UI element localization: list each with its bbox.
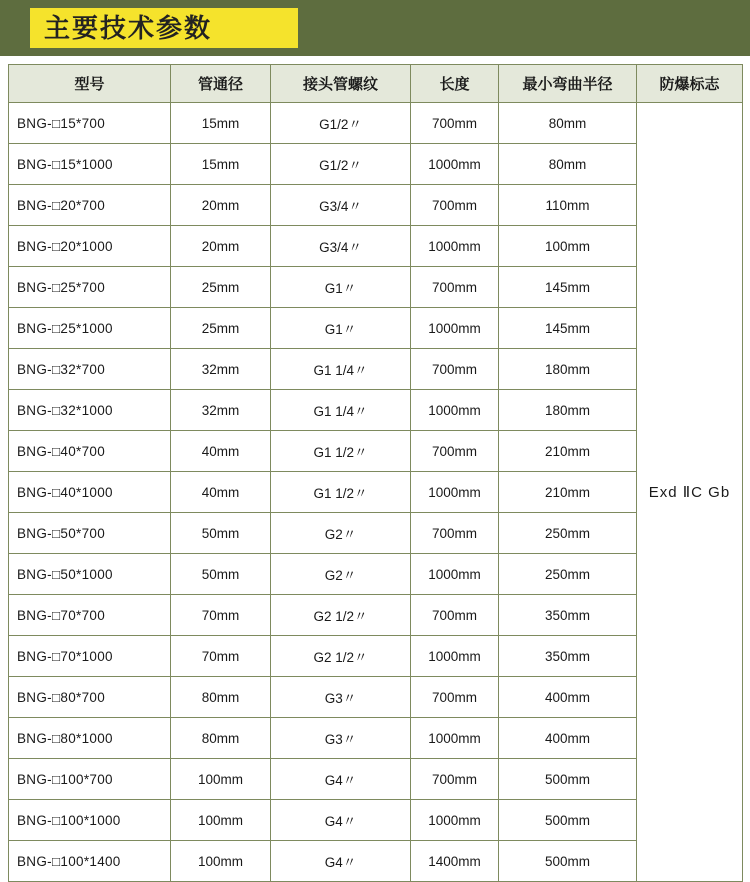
cell-length: 700mm: [411, 759, 499, 800]
cell-radius: 210mm: [499, 472, 637, 513]
cell-model: BNG-□80*1000: [9, 718, 171, 759]
cell-radius: 500mm: [499, 759, 637, 800]
cell-length: 1000mm: [411, 800, 499, 841]
cell-length: 1000mm: [411, 308, 499, 349]
cell-model: BNG-□40*700: [9, 431, 171, 472]
cell-length: 1000mm: [411, 636, 499, 677]
spec-table: [8, 64, 743, 882]
cell-bore: 80mm: [171, 718, 271, 759]
cell-model: BNG-□20*700: [9, 185, 171, 226]
cell-model: BNG-□25*700: [9, 267, 171, 308]
cell-radius: 250mm: [499, 554, 637, 595]
cell-model: BNG-□15*1000: [9, 144, 171, 185]
cell-thread: G1〃: [271, 267, 411, 308]
cell-radius: 180mm: [499, 390, 637, 431]
table-row: [9, 677, 743, 718]
cell-thread: G1 1/4〃: [271, 349, 411, 390]
cell-length: 700mm: [411, 513, 499, 554]
cell-thread: G4〃: [271, 759, 411, 800]
cell-thread: G1〃: [271, 308, 411, 349]
cell-radius: 210mm: [499, 431, 637, 472]
cell-bore: 80mm: [171, 677, 271, 718]
cell-length: 1000mm: [411, 226, 499, 267]
column-header-ex-mark: 防爆标志: [637, 65, 743, 103]
cell-radius: 110mm: [499, 185, 637, 226]
cell-bore: 20mm: [171, 185, 271, 226]
spec-table-container: [0, 56, 750, 882]
table-row: [9, 267, 743, 308]
cell-thread: G4〃: [271, 800, 411, 841]
cell-bore: 70mm: [171, 636, 271, 677]
title-banner: [0, 0, 750, 56]
cell-bore: 25mm: [171, 267, 271, 308]
table-row: [9, 185, 743, 226]
cell-bore: 32mm: [171, 349, 271, 390]
column-header-length: 长度: [411, 65, 499, 103]
cell-thread: G3〃: [271, 718, 411, 759]
cell-length: 700mm: [411, 103, 499, 144]
cell-radius: 400mm: [499, 677, 637, 718]
cell-model: BNG-□70*1000: [9, 636, 171, 677]
table-row: [9, 144, 743, 185]
table-row: [9, 800, 743, 841]
cell-model: BNG-□32*700: [9, 349, 171, 390]
table-row: [9, 472, 743, 513]
cell-bore: 40mm: [171, 472, 271, 513]
table-row: [9, 349, 743, 390]
table-row: [9, 759, 743, 800]
cell-thread: G3/4〃: [271, 185, 411, 226]
cell-radius: 180mm: [499, 349, 637, 390]
table-header-row: [9, 65, 743, 103]
cell-radius: 500mm: [499, 841, 637, 882]
column-header-model: 型号: [9, 65, 171, 103]
cell-length: 1000mm: [411, 472, 499, 513]
cell-bore: 15mm: [171, 103, 271, 144]
cell-thread: G1 1/4〃: [271, 390, 411, 431]
cell-thread: G2〃: [271, 513, 411, 554]
table-row: [9, 595, 743, 636]
cell-radius: 350mm: [499, 636, 637, 677]
cell-radius: 500mm: [499, 800, 637, 841]
cell-thread: G1/2〃: [271, 144, 411, 185]
cell-model: BNG-□32*1000: [9, 390, 171, 431]
cell-model: BNG-□15*700: [9, 103, 171, 144]
table-row: [9, 636, 743, 677]
cell-bore: 100mm: [171, 759, 271, 800]
cell-radius: 80mm: [499, 103, 637, 144]
cell-bore: 100mm: [171, 841, 271, 882]
cell-ex-mark: Exd ⅡC Gb: [637, 103, 743, 882]
cell-length: 1000mm: [411, 144, 499, 185]
cell-radius: 100mm: [499, 226, 637, 267]
cell-model: BNG-□25*1000: [9, 308, 171, 349]
cell-length: 1000mm: [411, 718, 499, 759]
cell-radius: 145mm: [499, 267, 637, 308]
cell-bore: 15mm: [171, 144, 271, 185]
cell-thread: G4〃: [271, 841, 411, 882]
cell-thread: G1/2〃: [271, 103, 411, 144]
cell-model: BNG-□70*700: [9, 595, 171, 636]
cell-radius: 145mm: [499, 308, 637, 349]
cell-length: 700mm: [411, 185, 499, 226]
table-row: [9, 226, 743, 267]
cell-thread: G1 1/2〃: [271, 472, 411, 513]
table-row: [9, 308, 743, 349]
cell-length: 1000mm: [411, 390, 499, 431]
cell-length: 700mm: [411, 677, 499, 718]
table-row: [9, 103, 743, 144]
cell-length: 1000mm: [411, 554, 499, 595]
cell-thread: G2 1/2〃: [271, 636, 411, 677]
cell-thread: G1 1/2〃: [271, 431, 411, 472]
cell-bore: 32mm: [171, 390, 271, 431]
cell-model: BNG-□100*700: [9, 759, 171, 800]
table-row: [9, 513, 743, 554]
cell-thread: G3〃: [271, 677, 411, 718]
cell-bore: 20mm: [171, 226, 271, 267]
cell-thread: G2〃: [271, 554, 411, 595]
cell-radius: 400mm: [499, 718, 637, 759]
cell-bore: 50mm: [171, 513, 271, 554]
cell-model: BNG-□50*1000: [9, 554, 171, 595]
cell-bore: 25mm: [171, 308, 271, 349]
table-row: [9, 554, 743, 595]
cell-radius: 250mm: [499, 513, 637, 554]
cell-radius: 80mm: [499, 144, 637, 185]
column-header-bore: 管通径: [171, 65, 271, 103]
spec-table-body: [9, 103, 743, 882]
cell-length: 700mm: [411, 267, 499, 308]
page-title: 主要技术参数: [44, 13, 213, 43]
column-header-thread: 接头管螺纹: [271, 65, 411, 103]
cell-radius: 350mm: [499, 595, 637, 636]
table-row: [9, 390, 743, 431]
cell-bore: 40mm: [171, 431, 271, 472]
cell-length: 1400mm: [411, 841, 499, 882]
cell-bore: 100mm: [171, 800, 271, 841]
cell-length: 700mm: [411, 431, 499, 472]
cell-model: BNG-□100*1000: [9, 800, 171, 841]
cell-model: BNG-□40*1000: [9, 472, 171, 513]
table-row: [9, 431, 743, 472]
cell-bore: 70mm: [171, 595, 271, 636]
cell-model: BNG-□80*700: [9, 677, 171, 718]
column-header-radius: 最小弯曲半径: [499, 65, 637, 103]
cell-thread: G2 1/2〃: [271, 595, 411, 636]
table-row: [9, 841, 743, 882]
cell-model: BNG-□50*700: [9, 513, 171, 554]
cell-model: BNG-□100*1400: [9, 841, 171, 882]
cell-model: BNG-□20*1000: [9, 226, 171, 267]
cell-length: 700mm: [411, 595, 499, 636]
table-row: [9, 718, 743, 759]
cell-thread: G3/4〃: [271, 226, 411, 267]
cell-bore: 50mm: [171, 554, 271, 595]
cell-length: 700mm: [411, 349, 499, 390]
